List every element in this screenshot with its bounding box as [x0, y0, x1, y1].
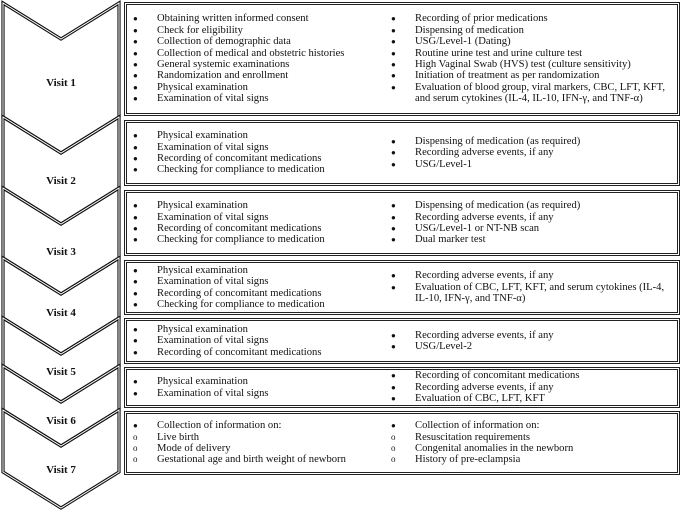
list-item	[127, 130, 385, 141]
bullet-icon: ●	[133, 277, 138, 287]
list-item	[127, 13, 385, 24]
list-item	[127, 70, 385, 81]
right-activity-list	[385, 270, 677, 304]
list-item	[127, 324, 385, 335]
list-item	[385, 234, 677, 245]
list-item	[127, 376, 385, 387]
bullet-icon: ●	[391, 71, 396, 81]
bullet-icon: ●	[133, 94, 138, 104]
bullet-icon: ●	[391, 235, 396, 245]
activity-text: Checking for compliance to medication	[157, 164, 325, 176]
list-item	[127, 276, 385, 287]
activity-text: USG/Level-2	[415, 341, 473, 352]
activity-text: Randomization and enrollment	[157, 70, 289, 82]
activity-text: Recording adverse events, if any	[415, 270, 554, 282]
activity-text: Recording of concomitant medications	[157, 287, 322, 299]
bullet-icon: ●	[133, 37, 138, 47]
activity-text: Physical examination	[157, 130, 248, 142]
activity-text: Examination of vital signs	[157, 93, 269, 105]
activity-text: Resuscitation requirements	[415, 431, 531, 443]
list-item	[385, 341, 677, 352]
activity-text: General systemic examinations	[157, 59, 290, 70]
activity-text: Dispensing of medication (as required)	[415, 135, 581, 147]
activity-text: Dispensing of medication	[415, 24, 524, 36]
bullet-icon: ●	[391, 37, 396, 47]
circle-bullet-icon: o	[391, 431, 396, 442]
circle-bullet-icon: o	[133, 454, 138, 465]
activity-text: Recording of concomitant medications	[157, 153, 322, 164]
list-item	[127, 420, 385, 431]
visit-label: Visit 2	[46, 175, 76, 187]
activity-text: Recording of prior medications	[415, 13, 548, 25]
activity-text: Initiation of treatment as per randomization	[415, 70, 600, 82]
list-item	[385, 136, 677, 147]
activity-text: Evaluation of blood group, viral markers, CBC, LFT, KFT, and serum cytokines (IL-4, IL-10, IFN-γ, and TNF-α)	[415, 81, 665, 105]
visit-label: Visit 7	[46, 464, 76, 476]
bullet-icon: ●	[391, 60, 396, 69]
left-activity-list	[127, 13, 385, 104]
activity-text: Gestational age and birth weight of newborn	[157, 454, 346, 466]
activity-text: Recording adverse events, if any	[415, 211, 554, 223]
activity-text: Examination of vital signs	[157, 335, 269, 347]
activity-text: Physical examination	[157, 376, 248, 388]
left-activity-list	[127, 265, 385, 311]
list-item	[127, 153, 385, 164]
bullet-icon: ●	[133, 388, 138, 398]
list-item	[127, 432, 385, 443]
activity-text: Routine urine test and urine culture test	[415, 47, 583, 59]
visit-6-activities-box	[124, 367, 680, 408]
list-item	[127, 335, 385, 346]
bullet-icon: ●	[391, 82, 396, 92]
bullet-icon: ●	[391, 212, 396, 222]
list-item	[385, 70, 677, 81]
list-item	[127, 288, 385, 299]
chevron-visit-4	[3, 258, 119, 354]
visit-label: Visit 6	[46, 415, 76, 427]
right-activity-list	[385, 330, 677, 353]
list-item	[385, 454, 677, 465]
bullet-icon: ●	[133, 324, 138, 334]
activity-text: Collection of information on:	[157, 420, 282, 432]
activity-text: Check for eligibility	[157, 24, 243, 36]
chevron-visit-2	[3, 117, 119, 224]
chevron-visit-6	[3, 366, 119, 446]
list-item	[385, 223, 677, 234]
list-item	[385, 370, 677, 381]
list-item	[385, 82, 677, 105]
visit-7-activities-box	[124, 411, 680, 475]
list-item	[127, 299, 385, 310]
activity-text: Physical examination	[157, 323, 248, 335]
right-activity-list	[385, 13, 677, 104]
bullet-icon: ●	[133, 212, 138, 222]
list-item	[385, 48, 677, 59]
list-item	[127, 142, 385, 153]
bullet-icon: ●	[391, 201, 396, 211]
bullet-icon: ●	[133, 165, 138, 175]
bullet-icon: ●	[391, 394, 396, 404]
activity-text: Collection of medical and obstetric histories	[157, 47, 345, 59]
bullet-icon: ●	[133, 82, 138, 92]
right-activity-list	[385, 370, 677, 404]
chevron-visit-3	[3, 188, 119, 294]
bullet-icon: ●	[391, 136, 396, 146]
bullet-icon: ●	[133, 25, 138, 35]
bullet-icon: ●	[391, 271, 396, 281]
list-item	[127, 234, 385, 245]
bullet-icon: ●	[391, 342, 396, 351]
activity-text: Examination of vital signs	[157, 276, 269, 288]
activity-text: Physical examination	[157, 264, 248, 276]
left-activity-list	[127, 324, 385, 358]
bullet-icon: ●	[133, 377, 138, 387]
activity-text: Collection of demographic data	[157, 36, 291, 48]
bullet-icon: ●	[133, 142, 138, 152]
right-activity-list	[385, 200, 677, 246]
circle-bullet-icon: o	[391, 443, 396, 453]
left-activity-list	[127, 200, 385, 246]
bullet-icon: ●	[133, 299, 138, 309]
activity-text: Live birth	[157, 431, 200, 443]
list-item	[127, 25, 385, 36]
list-item	[127, 48, 385, 59]
list-item	[385, 200, 677, 211]
list-item	[127, 443, 385, 454]
list-item	[385, 330, 677, 341]
activity-text: USG/Level-1 (Dating)	[415, 36, 511, 48]
list-item	[385, 25, 677, 36]
circle-bullet-icon: o	[133, 431, 138, 442]
list-item	[385, 443, 677, 454]
bullet-icon: ●	[391, 421, 396, 431]
activity-text: Dual marker test	[415, 234, 486, 246]
list-item	[385, 13, 677, 24]
activity-text: Recording of concomitant medications	[415, 370, 580, 382]
bullet-icon: ●	[133, 131, 138, 141]
activity-text: High Vaginal Swab (HVS) test (culture sensitivity)	[415, 59, 631, 70]
list-item	[385, 393, 677, 404]
activity-text: Collection of information on:	[415, 420, 540, 432]
bullet-icon: ●	[391, 48, 396, 58]
right-activity-list	[385, 420, 677, 466]
list-item	[127, 265, 385, 276]
activity-text: Examination of vital signs	[157, 387, 269, 399]
activity-text: Physical examination	[157, 200, 248, 212]
bullet-icon: ●	[133, 154, 138, 163]
bullet-icon: ●	[391, 148, 396, 158]
visit-label: Visit 5	[46, 366, 76, 378]
activity-text: Dispensing of medication (as required)	[415, 200, 581, 212]
bullet-icon: ●	[133, 201, 138, 211]
bullet-icon: ●	[391, 224, 396, 233]
activity-text: Examination of vital signs	[157, 141, 269, 153]
activity-text: Examination of vital signs	[157, 211, 269, 223]
bullet-icon: ●	[391, 25, 396, 35]
list-item	[127, 164, 385, 175]
chevron-visit-5	[3, 318, 119, 402]
activity-text: Recording of concomitant medications	[157, 346, 322, 358]
list-item	[385, 36, 677, 47]
activity-text: Recording adverse events, if any	[415, 329, 554, 341]
visit-3-activities-box	[124, 190, 680, 256]
bullet-icon: ●	[133, 336, 138, 346]
activity-text: Recording of concomitant medications	[157, 223, 322, 234]
activity-text: History of pre-eclampsia	[415, 454, 521, 466]
visit-1-activities-box	[124, 2, 680, 116]
visit-label: Visit 1	[46, 77, 76, 89]
list-item	[385, 59, 677, 70]
list-item	[127, 200, 385, 211]
left-activity-list	[127, 130, 385, 176]
bullet-icon: ●	[391, 282, 396, 292]
activity-text: Checking for compliance to medication	[157, 234, 325, 246]
visit-label: Visit 4	[46, 307, 76, 319]
bullet-icon: ●	[391, 330, 396, 340]
list-item	[127, 212, 385, 223]
chevron-visit-2	[3, 117, 119, 224]
bullet-icon: ●	[133, 60, 138, 69]
bullet-icon: ●	[391, 371, 396, 381]
list-item	[127, 59, 385, 70]
activity-text: Recording adverse events, if any	[415, 381, 554, 393]
bullet-icon: ●	[133, 14, 138, 24]
bullet-icon: ●	[133, 347, 138, 357]
activity-text: Physical examination	[157, 81, 248, 93]
left-activity-list	[127, 420, 385, 466]
bullet-icon: ●	[391, 382, 396, 392]
left-activity-list	[127, 376, 385, 399]
list-item	[385, 212, 677, 223]
bullet-icon: ●	[391, 14, 396, 24]
circle-bullet-icon: o	[391, 454, 396, 465]
activity-text: USG/Level-1	[415, 158, 473, 170]
visit-5-activities-box	[124, 318, 680, 364]
list-item	[385, 282, 677, 305]
list-item	[385, 159, 677, 170]
activity-text: Evaluation of CBC, LFT, KFT	[415, 393, 545, 405]
list-item	[127, 388, 385, 399]
activity-text: Evaluation of CBC, LFT, KFT, and serum cytokines (IL-4, IL-10, IFN-γ, and TNF-α)	[415, 281, 665, 305]
activity-text: Recording adverse events, if any	[415, 147, 554, 159]
bullet-icon: ●	[133, 71, 138, 81]
circle-bullet-icon: o	[133, 443, 138, 453]
visit-2-activities-box	[124, 120, 680, 186]
bullet-icon: ●	[133, 288, 138, 298]
list-item	[385, 270, 677, 281]
list-item	[127, 93, 385, 104]
right-activity-list	[385, 136, 677, 170]
bullet-icon: ●	[133, 48, 138, 58]
list-item	[127, 36, 385, 47]
bullet-icon: ●	[133, 235, 138, 245]
activity-text: Congenital anomalies in the newborn	[415, 443, 574, 454]
activity-text: Checking for compliance to medication	[157, 298, 325, 310]
list-item	[385, 432, 677, 443]
list-item	[385, 382, 677, 393]
bullet-icon: ●	[133, 224, 138, 233]
bullet-icon: ●	[391, 159, 396, 169]
list-item	[127, 454, 385, 465]
bullet-icon: ●	[133, 421, 138, 431]
list-item	[385, 420, 677, 431]
list-item	[385, 147, 677, 158]
visit-label: Visit 3	[46, 246, 76, 258]
list-item	[127, 347, 385, 358]
chevron-visit-4	[3, 258, 119, 354]
bullet-icon: ●	[133, 265, 138, 275]
list-item	[127, 223, 385, 234]
activity-text: USG/Level-1 or NT-NB scan	[415, 223, 540, 234]
activity-text: Obtaining written informed consent	[157, 13, 309, 25]
activity-text: Mode of delivery	[157, 443, 231, 454]
list-item	[127, 82, 385, 93]
chevron-visit-3	[3, 188, 119, 294]
visit-4-activities-box	[124, 260, 680, 315]
